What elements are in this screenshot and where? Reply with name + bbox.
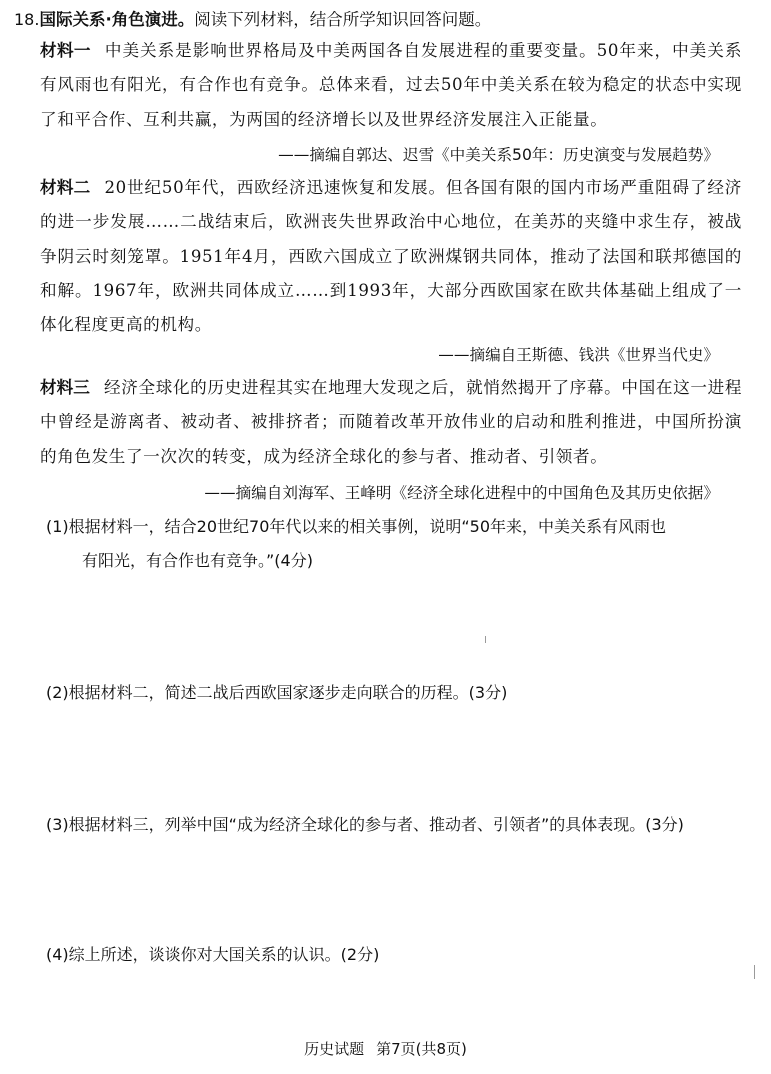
- material-1-source: ——摘编自郭达、迟雪《中美关系50年：历史演变与发展趋势》: [278, 146, 719, 164]
- sub-question-4: [46, 938, 736, 972]
- material-1: [40, 34, 742, 137]
- material-2-source: ——摘编自王斯德、钱洪《世界当代史》: [438, 346, 719, 364]
- footer-subject: 历史试题: [304, 1040, 365, 1058]
- sub-question-3-text: (3)根据材料三，列举中国“成为经济全球化的参与者、推动者、引领者”的具体表现。(3分): [46, 815, 684, 834]
- material-2-text: 20世纪50年代，西欧经济迅速恢复和发展。但各国有限的国内市场严重阻碍了经济的进一步发展……二战结束后，欧洲丧失世界政治中心地位，在美苏的夹缝中求生存，被战争阴云时刻笼罩。1951年4月，西欧六国成立了欧洲煤钢共同体，推动了法国和联邦德国的和解。1967年，欧洲共同体成立……到1993年，大部分西欧国家在欧共体基础上组成了一体化程度更高的机构。: [40, 178, 743, 335]
- sub-question-4-text: (4)综上所述，谈谈你对大国关系的认识。(2分): [46, 945, 380, 964]
- question-number: 18.: [14, 10, 40, 29]
- material-3-label: 材料三: [40, 378, 90, 397]
- material-2: [40, 171, 742, 342]
- question-instruction: 阅读下列材料，结合所学知识回答问题。: [194, 10, 492, 29]
- sub-question-2-text: (2)根据材料二，简述二战后西欧国家逐步走向联合的历程。(3分): [46, 683, 508, 702]
- material-3-source: ——摘编自刘海军、王峰明《经济全球化进程中的中国角色及其历史依据》: [204, 484, 719, 502]
- scan-speck: [485, 636, 486, 643]
- material-1-label: 材料一: [40, 41, 91, 60]
- sub-question-1-line-2: 有阳光，有合作也有竞争。”(4分): [82, 551, 313, 570]
- sub-question-1-line-1: (1)根据材料一，结合20世纪70年代以来的相关事例，说明“50年来，中美关系有风雨也: [46, 517, 667, 536]
- question-topic: 国际关系·角色演进。: [39, 10, 195, 29]
- sub-question-3: [46, 808, 736, 842]
- footer-page-number: 第7页(共8页): [376, 1040, 467, 1058]
- material-3: [40, 371, 742, 474]
- question-header: [14, 8, 754, 32]
- material-1-text: 中美关系是影响世界格局及中美两国各自发展进程的重要变量。50年来，中美关系有风雨也有阳光，有合作也有竞争。总体来看，过去50年中美关系在较为稳定的状态中实现了和平合作、互利共赢，为两国的经济增长以及世界经济发展注入正能量。: [40, 41, 743, 129]
- material-2-label: 材料二: [40, 178, 91, 197]
- page-footer: [0, 1038, 771, 1060]
- material-3-text: 经济全球化的历史进程其实在地理大发现之后，就悄然揭开了序幕。中国在这一进程中曾经是游离者、被动者、被排挤者；而随着改革开放伟业的启动和胜利推进，中国所扮演的角色发生了一次次的转变，成为经济全球化的参与者、推动者、引领者。: [40, 378, 743, 466]
- sub-question-1: [46, 510, 736, 578]
- scan-speck: [754, 965, 755, 979]
- sub-question-2: [46, 676, 736, 710]
